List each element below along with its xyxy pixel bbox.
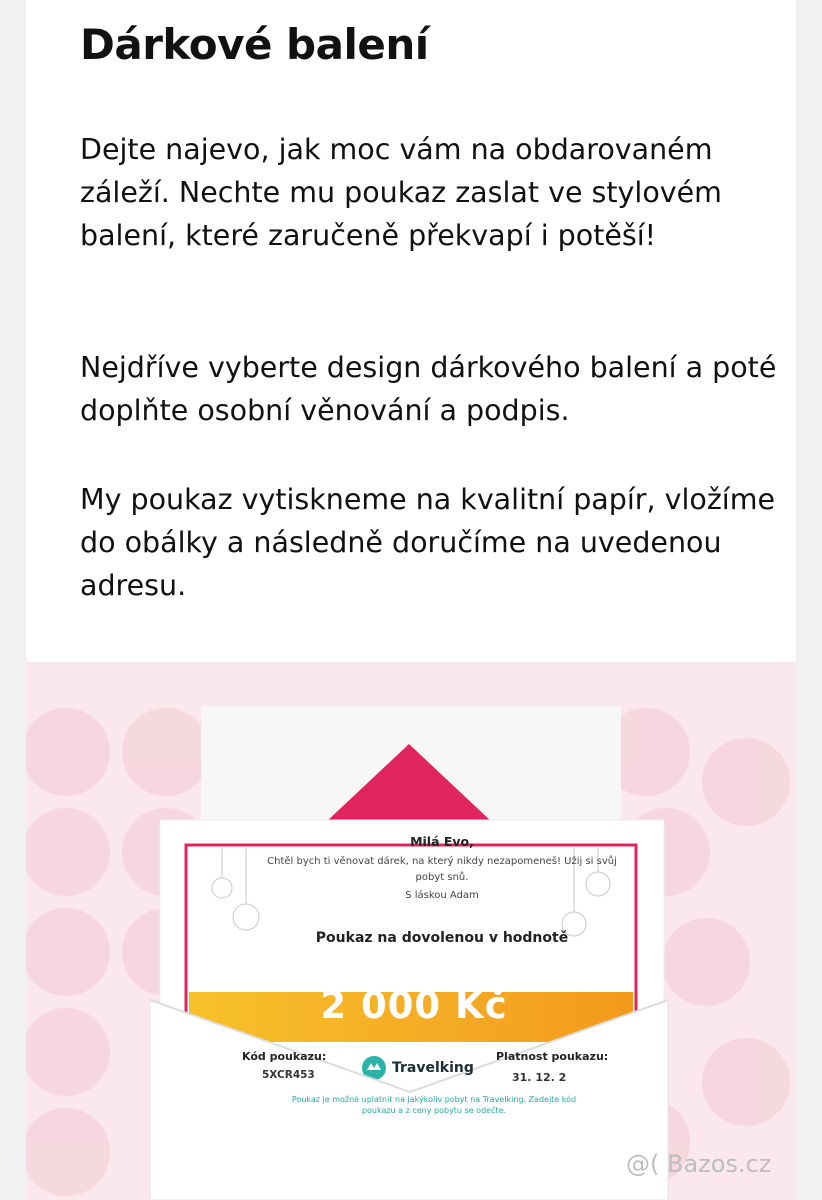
page-title: Dárkové balení xyxy=(80,20,429,69)
content-card xyxy=(26,0,796,1200)
voucher-brand: Travelking xyxy=(392,1060,474,1076)
voucher-amount: 2 000 Kč xyxy=(320,984,508,1027)
voucher-greeting: Milá Evo, xyxy=(410,834,474,849)
voucher-validity-label: Platnost poukazu: xyxy=(496,1050,609,1063)
voucher-code-label: Kód poukazu: xyxy=(242,1050,327,1063)
voucher-validity-value: 31. 12. 2 xyxy=(512,1071,567,1084)
voucher-message: Chtěl bych ti věnovat dárek, na který nikdy nezapomeneš! Užij si svůj pobyt snů. xyxy=(267,856,617,883)
voucher-signature: S láskou Adam xyxy=(405,890,479,901)
intro-paragraph: Dejte najevo, jak moc vám na obdarovaném záleží. Nechte mu poukaz zaslat ve stylovém balení, které zaručeně překvapí i potěší! xyxy=(80,133,722,252)
delivery-paragraph: My poukaz vytiskneme na kvalitní papír, vložíme do obálky a následně doručíme na uvedenou adresu. xyxy=(80,483,775,602)
bazos-watermark: @( Bazos.cz xyxy=(626,1150,772,1178)
voucher-heading: Poukaz na dovolenou v hodnotě xyxy=(315,930,569,946)
design-paragraph: Nejdříve vyberte design dárkového balení a poté doplňte osobní věnování a podpis. xyxy=(80,351,777,427)
gift-packaging-image xyxy=(26,662,796,1200)
voucher-code-value: 5XCR453 xyxy=(262,1069,315,1081)
voucher-note: Poukaz je možné uplatnit na jakýkoliv pobyt na Travelking. Zadejte kód poukazu a z ceny pobytu se odečte. xyxy=(291,1095,577,1115)
